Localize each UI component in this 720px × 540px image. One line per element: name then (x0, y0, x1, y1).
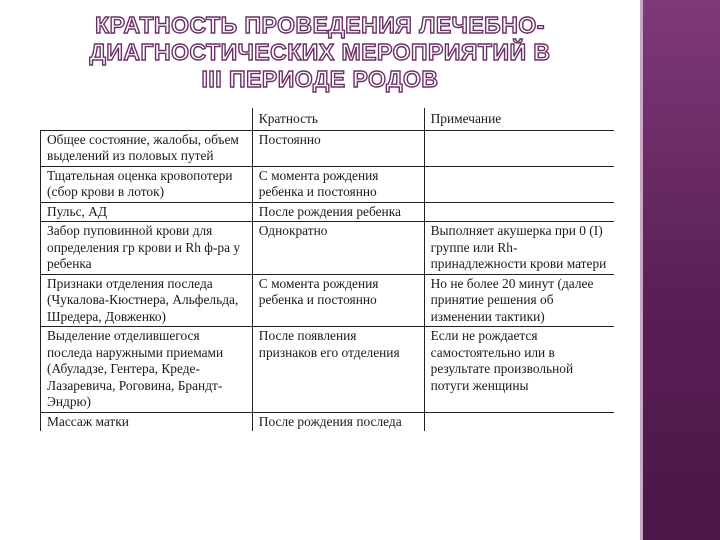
cell-procedure: Выделение отделившегося последа наружными приемами (Абуладзе, Гентера, Креде-Лазаревича, Роговина, Брандт-Эндрю) (41, 327, 253, 413)
table-row (41, 130, 615, 166)
cell-frequency: После рождения последа (252, 412, 424, 431)
table-row (41, 327, 615, 413)
cell-frequency: После рождения ребенка (252, 202, 424, 222)
cell-frequency: С момента рождения ребенка и постоянно (252, 274, 424, 327)
header-note: Примечание (424, 108, 614, 130)
side-band-stripe (640, 0, 643, 540)
table-row (41, 222, 615, 275)
cell-note (424, 412, 614, 431)
cell-procedure: Общее состояние, жалобы, объем выделений из половых путей (41, 130, 253, 166)
cell-frequency: С момента рождения ребенка и постоянно (252, 166, 424, 202)
table-row (41, 202, 615, 222)
header-frequency: Кратность (252, 108, 424, 130)
table-row (41, 166, 615, 202)
cell-procedure: Забор пуповинной крови для определения гр крови и Rh ф-ра у ребенка (41, 222, 253, 275)
cell-frequency: Однократно (252, 222, 424, 275)
cell-note (424, 166, 614, 202)
table-header-row (41, 108, 615, 130)
cell-note (424, 130, 614, 166)
decorative-side-band (640, 0, 720, 540)
cell-procedure: Признаки отделения последа (Чукалова-Кюстнера, Альфельда, Шредера, Довженко) (41, 274, 253, 327)
table-row (41, 412, 615, 431)
title-line: КРАТНОСТЬ ПРОВЕДЕНИЯ ЛЕЧЕБНО- (95, 12, 545, 38)
schedule-table (40, 108, 614, 431)
cell-procedure: Массаж матки (41, 412, 253, 431)
cell-note: Выполняет акушерка при 0 (I) группе или Rh-принадлежности крови матери (424, 222, 614, 275)
title-line: ДИАГНОСТИЧЕСКИХ МЕРОПРИЯТИЙ В (89, 39, 551, 65)
schedule-table-container (40, 108, 614, 431)
cell-note: Но не более 20 минут (далее принятие решения об изменении тактики) (424, 274, 614, 327)
header-procedure (41, 108, 253, 130)
table-row (41, 274, 615, 327)
cell-procedure: Пульс, АД (41, 202, 253, 222)
slide-title (30, 12, 610, 93)
cell-frequency: После появления признаков его отделения (252, 327, 424, 413)
cell-frequency: Постоянно (252, 130, 424, 166)
cell-procedure: Тщательная оценка кровопотери (сбор крови в лоток) (41, 166, 253, 202)
cell-note (424, 202, 614, 222)
title-line: III ПЕРИОДЕ РОДОВ (201, 66, 439, 92)
cell-note: Если не рождается самостоятельно или в результате произвольной потуги женщины (424, 327, 614, 413)
